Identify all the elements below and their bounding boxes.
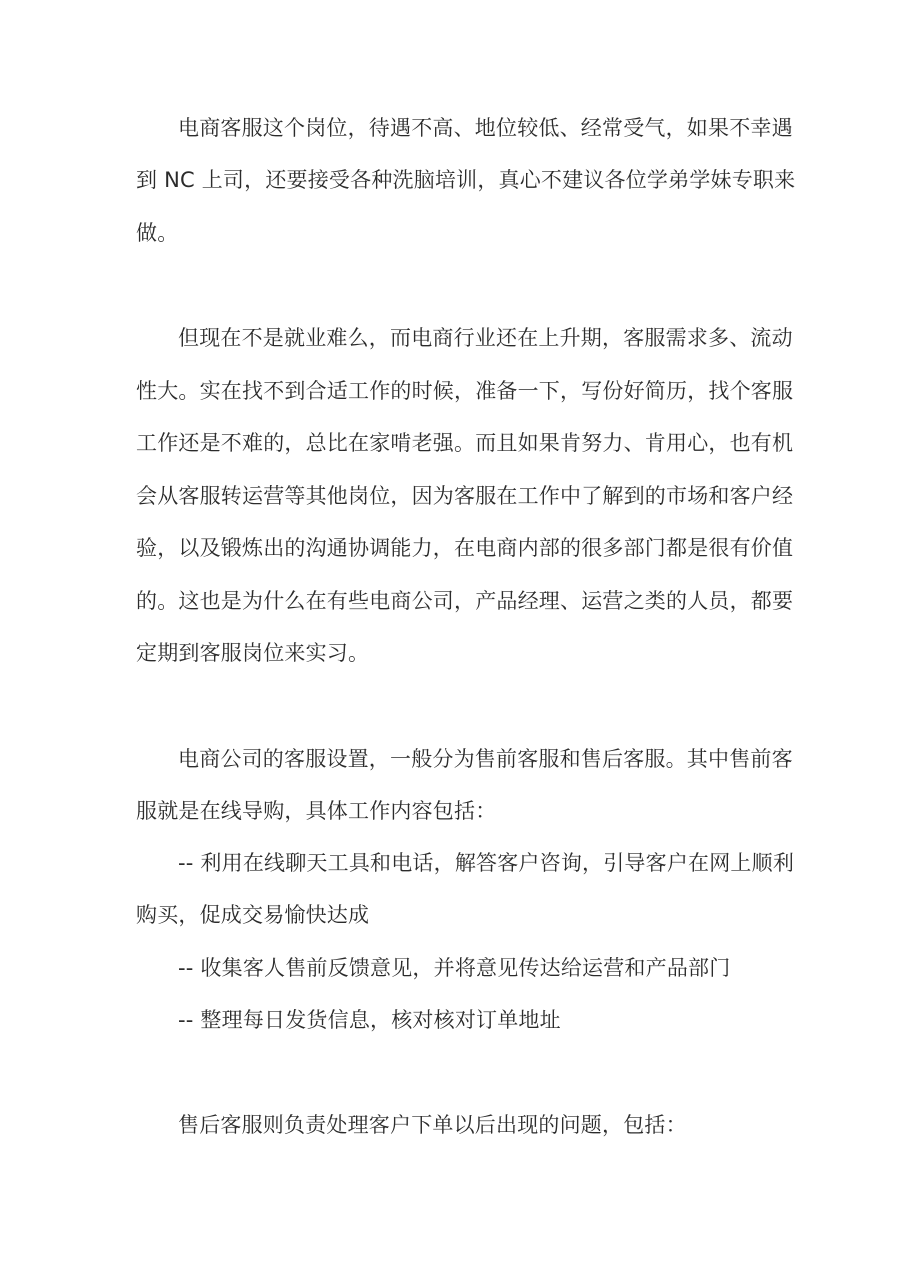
paragraph-3-line-2: 服就是在线导购，具体工作内容包括：: [136, 799, 497, 823]
bullet-1-line-2: 购买，促成交易愉快达成: [136, 903, 370, 927]
bullet-1-line-1: -- 利用在线聊天工具和电话，解答客户咨询，引导客户在网上顺利: [178, 851, 795, 875]
paragraph-2-line-5: 验，以及锻炼出的沟通协调能力，在电商内部的很多部门都是很有价值: [136, 536, 794, 560]
paragraph-2-line-1: 但现在不是就业难么，而电商行业还在上升期，客服需求多、流动: [178, 326, 793, 350]
paragraph-2-line-7: 定期到客服岗位来实习。: [136, 641, 370, 665]
paragraph-3-line-1: 电商公司的客服设置，一般分为售前客服和售后客服。其中售前客: [178, 747, 793, 771]
paragraph-2-line-4: 会从客服转运营等其他岗位，因为客服在工作中了解到的市场和客户经: [136, 484, 794, 508]
paragraph-1-line-3: 做。: [136, 221, 179, 245]
paragraph-1-line-1: 电商客服这个岗位，待遇不高、地位较低、经常受气，如果不幸遇: [178, 116, 793, 140]
paragraph-4-line-1: 售后客服则负责处理客户下单以后出现的问题，包括：: [178, 1113, 687, 1137]
paragraph-2-line-3: 工作还是不难的，总比在家啃老强。而且如果肯努力、肯用心，也有机: [136, 431, 794, 455]
paragraph-2-line-6: 的。这也是为什么在有些电商公司，产品经理、运营之类的人员，都要: [136, 589, 794, 613]
paragraph-2-line-2: 性大。实在找不到合适工作的时候，准备一下，写份好简历，找个客服: [136, 379, 794, 403]
paragraph-1-line-2: 到 NC 上司，还要接受各种洗脑培训，真心不建议各位学弟学妹专职来: [136, 168, 796, 192]
bullet-3: -- 整理每日发货信息，核对核对订单地址: [178, 1008, 561, 1032]
bullet-2: -- 收集客人售前反馈意见，并将意见传达给运营和产品部门: [178, 956, 731, 980]
